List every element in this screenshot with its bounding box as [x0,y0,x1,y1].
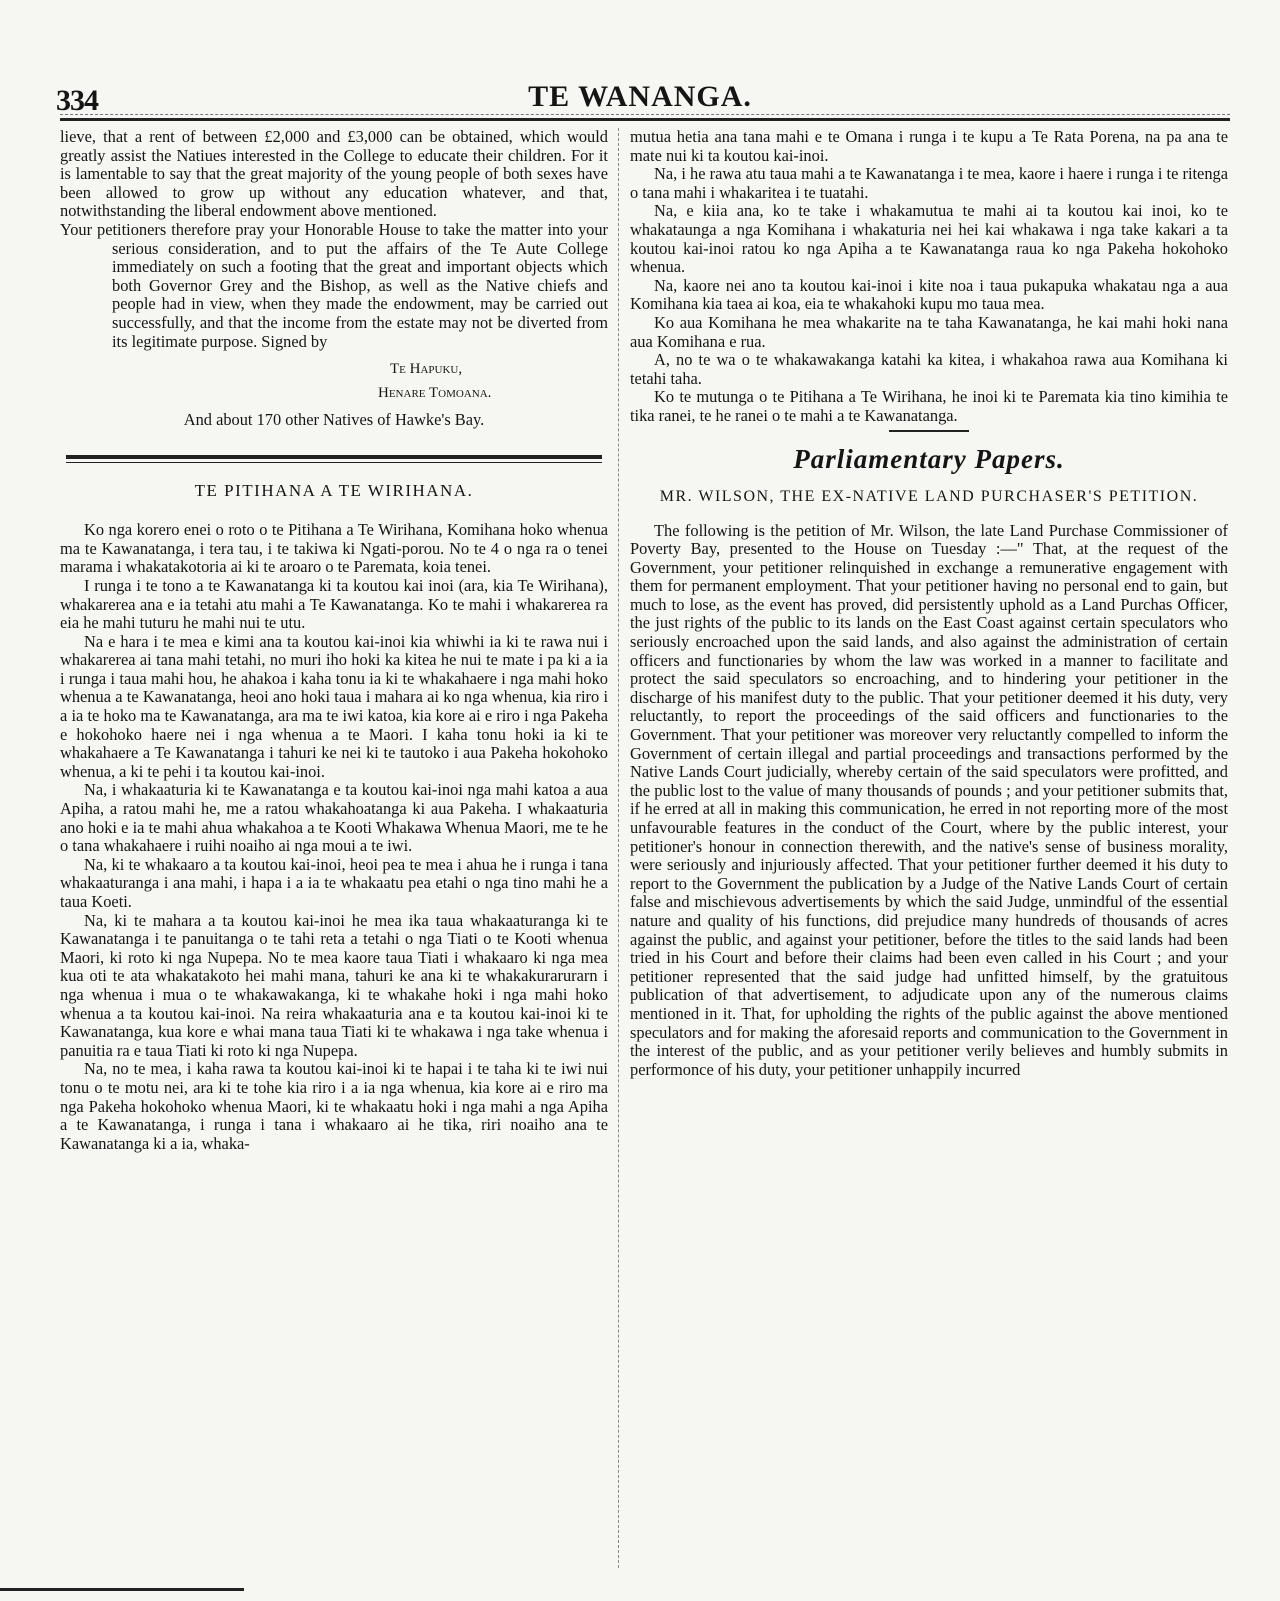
signers-closing: And about 170 other Natives of Hawke's Bay. [183,410,485,430]
maori-paragraph: Ko te mutunga o te Pitihana a Te Wirihana, he inoi ki te Paremata kia tino kimihia te tika ranei, te he ranei o te mahi a te Kawanatanga. [630,387,1228,425]
maori-paragraph: Na, kaore nei ano ta koutou kai-inoi i kite noa i taua pukapuka whakatau nga a aua Komihana kia taea ai koa, eia te whakahoki kupu mo taua mea. [630,275,1228,314]
left-column [60,128,608,1568]
masthead-title: TE WANANGA. [528,80,752,113]
petition-prayer: Your petitioners therefore pray your Honorable House to take the matter into your serious consideration, and to put the affairs of the Te Aute College immediately on such a footing that the great and important objects which both Governor Grey and the Bishop, as well as the Native chiefs and people had in view, when they made the endowment, may be carried out successfully, and that the income from the estate may not be diverted from its legitimate purpose. Signed by [60,219,608,351]
signer-name: Te Hapuku, [390,361,463,378]
section-rule [66,455,602,459]
masthead-dashed-rule [60,114,1230,115]
maori-paragraph: mutua hetia ana tana mahi e te Omana i runga i te kupu a Te Rata Porena, na pa ana te mate nui ki ta koutou kai-inoi. [630,128,1228,165]
maori-paragraph: Na e hara i te mea e kimi ana ta koutou kai-inoi kia whiwhi ia ki te rawa nui i whakarerea ai tana mahi tetahi, no muri iho hoki ka kitea he nui te mate i pa ki a ia i runga i taua mahi hou, he ahakoa i kaha tonu ia ki te whakahaere i nga mahi hoko whenua a te Kawanatanga, heoi ano hoki taua i mahara ai ko nga whenua, kia riro i a ia te hoko ma te Kawanatanga, ara ma te iwi katoa, kia kore ai e riro i nga Pakeha e hokohoko haere nei i nga whenua a te Maori. I kaha tonu hoki ia ki te whakahaere a Te Kawanatanga i tahuri ke nei ki te tautoko i aua Pakeha hokohoko whenua, a ki te pehi i ta koutou kai-inoi. [60,631,608,781]
petition-subheading: MR. WILSON, THE EX-NATIVE LAND PURCHASER'S PETITION. [659,487,1199,505]
section-heading: TE PITIHANA A TE WIRIHANA. [194,481,474,501]
maori-paragraph: Na, ki te mahara a ta koutou kai-inoi he mea ika taua whakaaturanga ki te Kawanatanga i te panuitanga o te tahi reta a tetahi o nga Tiati o te Kooti whenua Maori, ki roto ki nga Nupepa. No te mea kaore taua Tiati i whakaaro ki nga mea kua oti te ata whakatakoto hei mahi mana, tahuri ke ana ki te whakakurarurarn i nga whenua i mua o te whakawakanga, ki te whakahe hoki i nga mahi hoko whenua a ta koutou kai-inoi. Na reira whakaaturia ana e ta koutou kai-inoi ki te Kawanatanga, kua kore e whai mana taua Tiati ki te whakawa i nga take whenua i panuitia ra e taua Tiati ki roto ki nga Nupepa. [60,910,608,1060]
maori-paragraph: Na, i he rawa atu taua mahi a te Kawanatanga i te mea, kaore i haere i runga i te ritenga o tana mahi i whakaritea i te tuatahi. [630,164,1228,202]
signer-name: Henare Tomoana. [378,385,492,402]
column-divider [618,128,619,1568]
masthead-rule [60,118,1230,121]
right-column [630,128,1228,1568]
english-paragraph: The following is the petition of Mr. Wilson, the late Land Purchase Commissioner of Poverty Bay, presented to the House on Tuesday :—" That, at the request of the Government, your petitioner relinquished in exchange a remunerative engagement with them for permanent employment. That your petitioner having no personal end to gain, but much to lose, as the event has proved, did persistently uphold as a Land Purchas Officer, the just rights of the public to its lands on the East Coast against certain speculators who seriously encroached upon the said lands, and also against the administration of certain officers and functionaries by whom the law was worked in a manner to facilitate and protect the said speculators so encroaching, and to hindering your petitioner in the discharge of his manifest duty to the public. That your petitioner deemed it his duty, very reluctantly, to report the proceedings of the said officers and functionaries to the Government. That your petitioner was moreover very reluctantly compelled to inform the Government of certain illegal and partial proceedings and transactions performed by the Native Lands Court judicially, whereby certain of the said speculators were profitted, and the public lost to the value of many thousands of pounds ; and your petitioner submits that, if he erred at all in making this communication, he erred in not reporting more of the most unfavourable features in the conduct of the Court, where by the public interest, your petitioner's honour in connection therewith, and the native's sense of business morality, were seriously and injuriously affected. That your petitioner further deemed it his duty to report to the Government the publication by a Judge of the Native Lands Court of certain false and mischievous advertisements by which the said Judge, unmindful of the essential nature and quality of his functions, did prejudice many hundreds of thousands of acres against the public, and against your petitioner, before the titles to the said lands had been tried in his Court and before their claims had been even called in his Court ; and your petitioner represented that the said judge had unfitted himself, by the gratuitous publication of that advertisement, to adjudicate upon any of the numerous claims mentioned in it. That, for upholding the rights of the public against the above mentioned speculators and for making the aforesaid reports and communication to the Government in the interest of the public, and as your petitioner verily believes and humbly submits in performonce of his duty, your petitioner unhappily incurred [630,520,1228,1079]
maori-paragraph: Na, ki te whakaaro a ta koutou kai-inoi, heoi pea te mea i ahua he i runga i tana whakaaturanga i ana mahi, i hapa i a ia te whakaatu pea etahi o nga tino mahi he a taua Koeti. [60,854,608,911]
maori-paragraph: I runga i te tono a te Kawanatanga ki ta koutou kai inoi (ara, kia Te Wirihana), whakarerea ana e ia tetahi atu mahi a Te Kawanatanga. Ko te mahi i whakarerea ra eia he mahi tuturu he mahi nui te utu. [60,575,608,633]
maori-paragraph: Na, e kiia ana, ko te take i whakamutua te mahi ai ta koutou kai inoi, ko te whakataunga a nga Komihana i whakaturia nei hei kai whakawa i nga take kakari a ta koutou kai-inoi ratou ko nga Apiha a te Kawanatanga raua ko nga Pakeha hokohoko whenua. [630,201,1228,277]
maori-paragraph: Ko nga korero enei o roto o te Pitihana a Te Wirihana, Komihana hoko whenua ma te Kawanatanga, i tera tau, i te takiwa ki Ngati-porou. No te 4 o nga ra o tenei marama i whakatakotoria ai ki te aroaro o te Paremata, koia tenei. [60,520,608,577]
maori-paragraph: Ko aua Komihana he mea whakarite na te taha Kawanatanga, he kai mahi hoki nana aua Komihana e rua. [630,312,1228,351]
footer-rule [0,1588,244,1591]
parliamentary-papers-heading: Parliamentary Papers. [793,443,1065,474]
maori-paragraph: A, no te wa o te whakawakanga katahi ka kitea, i whakahoa rawa aua Komihana ki tetahi taha. [630,350,1228,388]
page-number: 334 [56,84,98,117]
maori-paragraph: Na, no te mea, i kaha rawa ta koutou kai-inoi ki te hapai i te taha ki te iwi nui tonu o te motu nei, ara ki te tohe kia riro i a ia nga whenua, kia kore ai e riro ma nga Pakeha hokohoko whenua Maori, ki te whakaatu hoki i nga mahi a nga Apiha a te Kawanatanga, i runga i tana i whakaaro ai he tika, riri noaiho ana te Kawanatanga ki a ia, whaka- [60,1059,608,1153]
maori-paragraph: Na, i whakaaturia ki te Kawanatanga e ta koutou kai-inoi nga mahi katoa a aua Apiha, a ratou mahi he, me a ratou whakahoatanga ki aua Pakeha. I whakaaturia ano hoki e ia te mahi ahua whakahoa a te Kooti Whakawa Whenua Maori, me te he o tana whakahaere i ruihi noaiho ai nga moui a te iwi. [60,780,608,856]
short-rule [889,430,969,432]
petition-paragraph: lieve, that a rent of between £2,000 and £3,000 can be obtained, which would greatly assist the Natiues interested in the College to educate their children. For it is lamentable to say that the great majority of the young people of both sexes have been allowed to grow up without any education whatever, and that, notwithstanding the liberal endowment above mentioned. [60,128,608,221]
signers-block [60,357,608,405]
